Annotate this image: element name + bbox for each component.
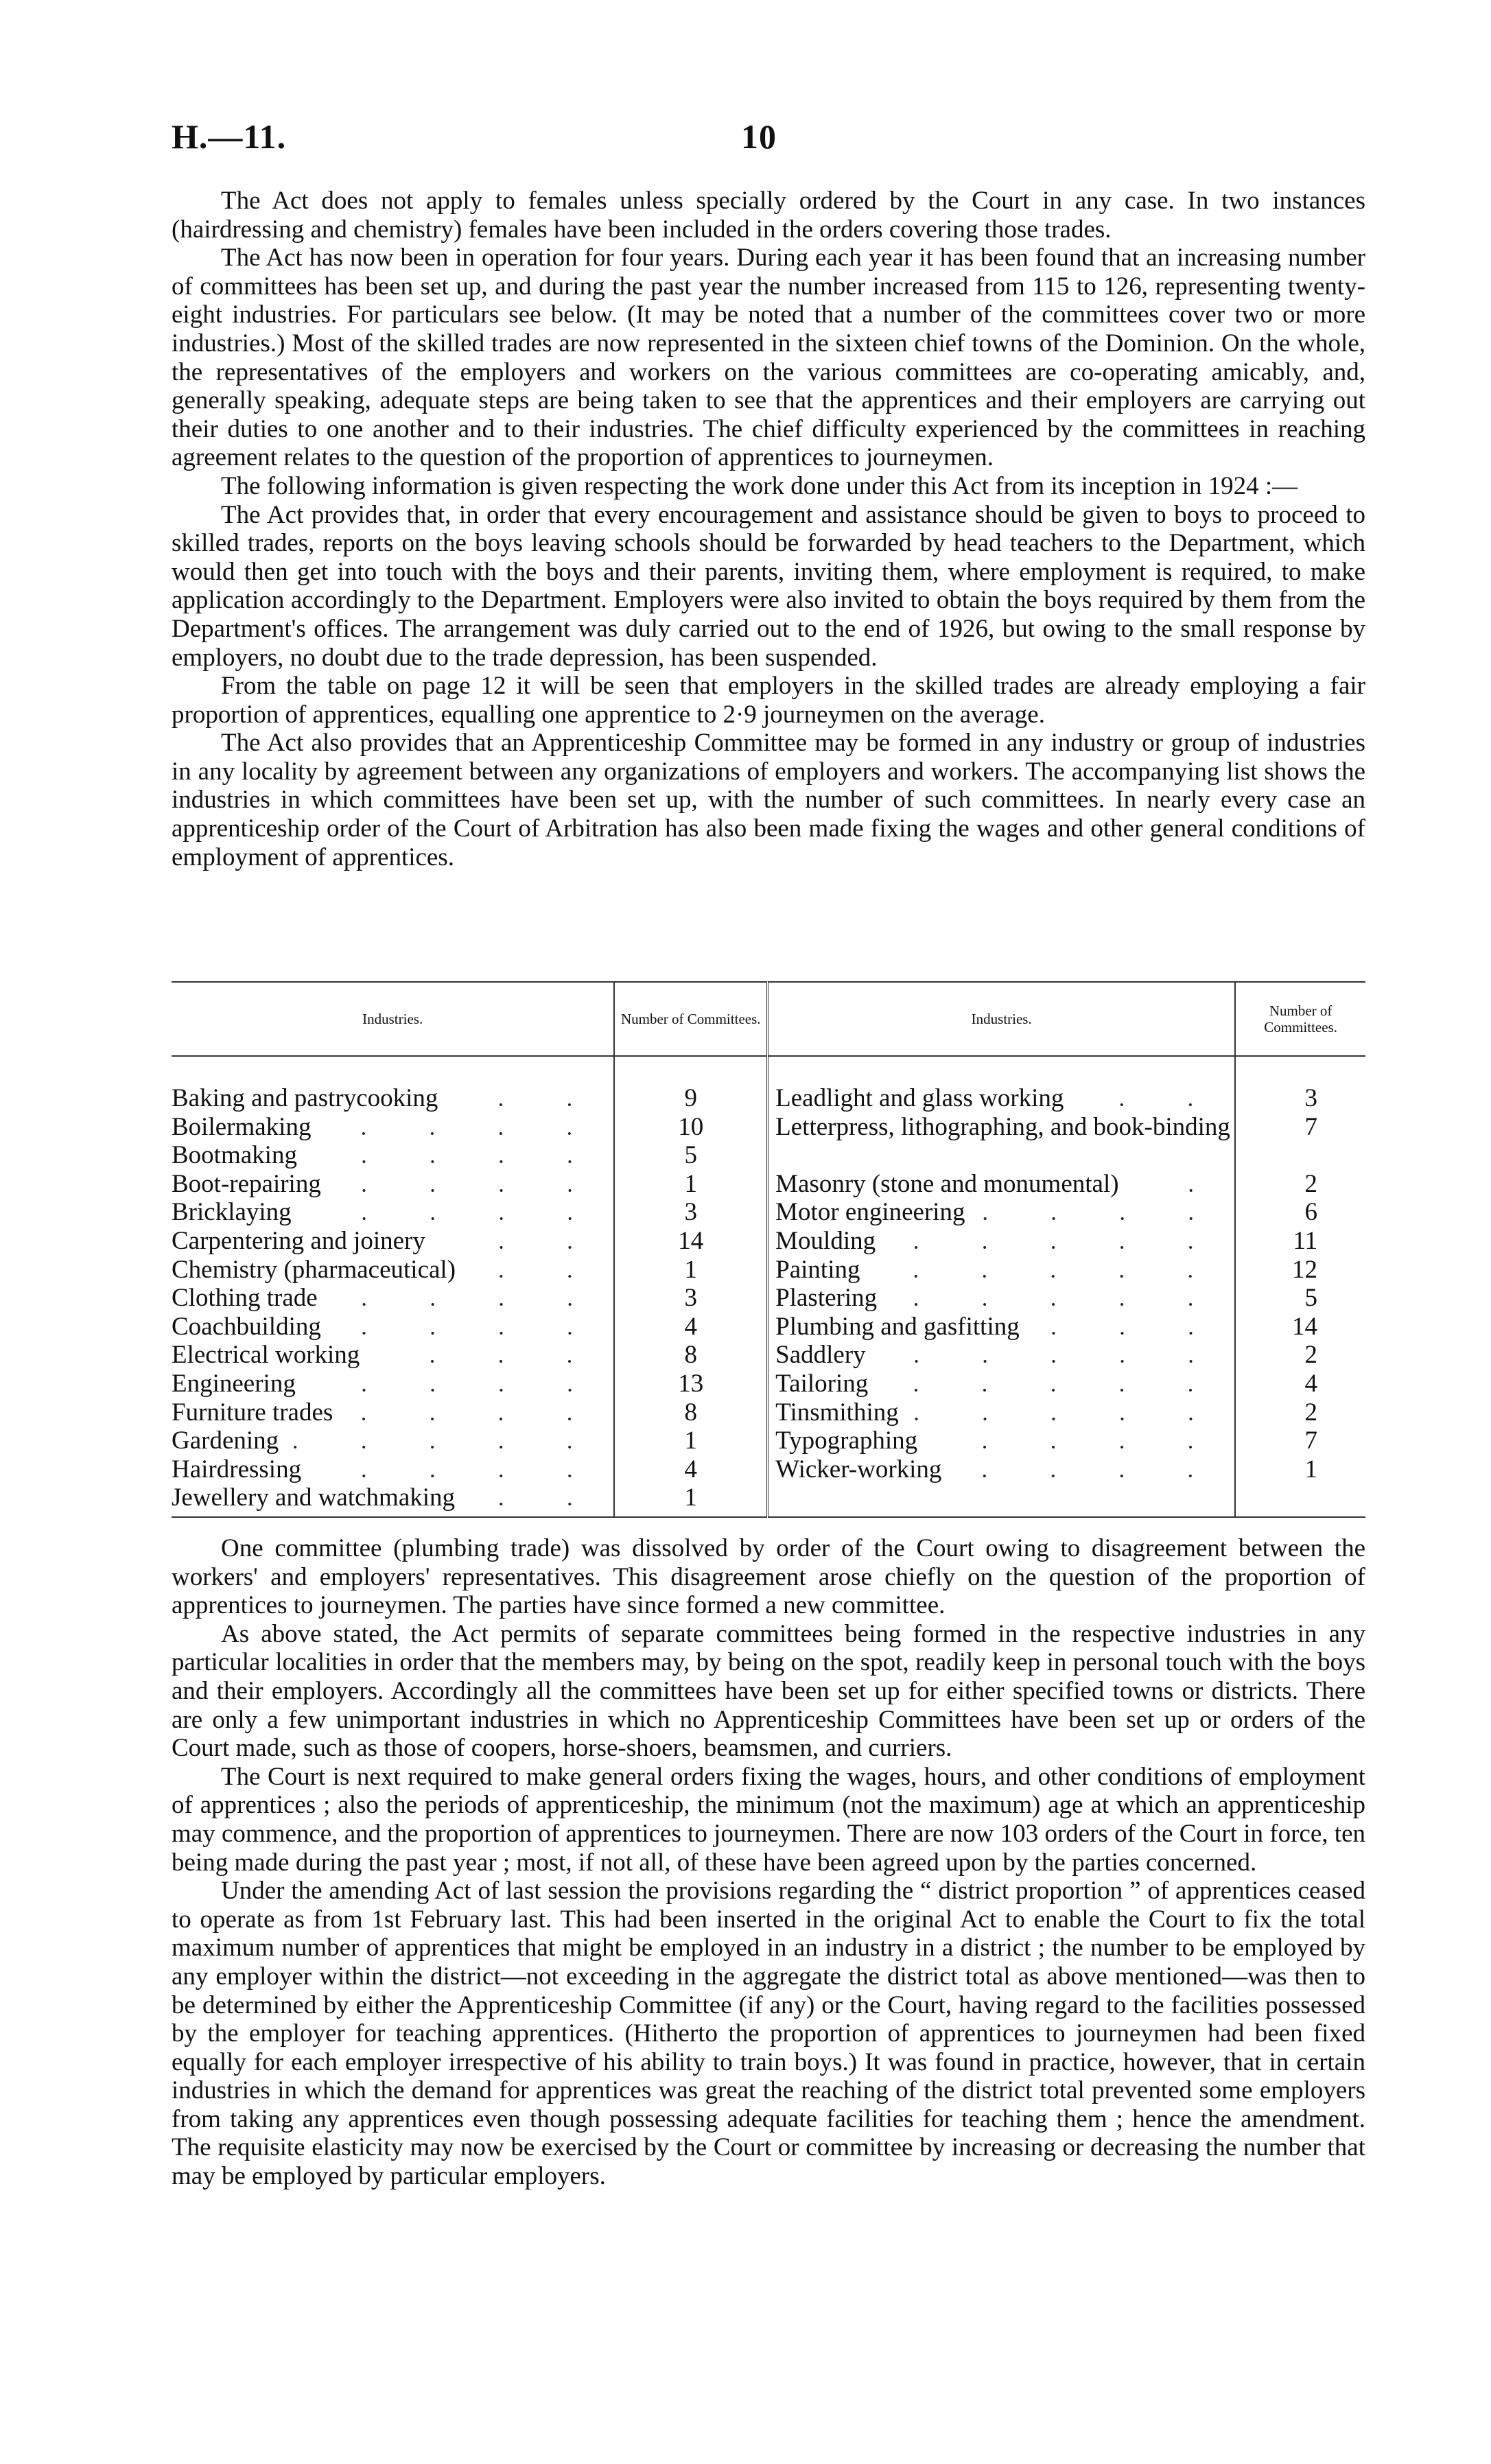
paragraph: The following information is given respecting the work done under this Act from its inception in 1924 :—	[221, 471, 1298, 500]
dot-leader	[330, 1284, 604, 1313]
dot-leader	[872, 1256, 1225, 1284]
dot-leader	[291, 1427, 604, 1455]
industry-name: Plumbing and gasfitting	[775, 1312, 1020, 1341]
dot-leader	[911, 1398, 1225, 1427]
industry-name: Painting	[775, 1255, 860, 1284]
industry-name: Boot-repairing	[172, 1169, 321, 1198]
dot-leader	[954, 1455, 1225, 1484]
industry-name: Typographing	[775, 1427, 918, 1455]
table-row	[172, 1455, 1365, 1484]
industry-name: Bootmaking	[172, 1141, 297, 1170]
committee-count: 4	[1235, 1370, 1365, 1398]
industry-name: Carpentering and joinery	[172, 1226, 425, 1255]
industry-name: Wicker-working	[775, 1455, 942, 1483]
dot-leader	[345, 1398, 604, 1427]
dot-leader	[372, 1341, 604, 1370]
dot-leader	[1032, 1313, 1225, 1341]
industry-name: Letterpress, lithographing, and book-binding	[775, 1112, 1230, 1141]
committee-count: 1	[614, 1170, 767, 1199]
committee-count: 1	[614, 1256, 767, 1284]
dot-leader	[468, 1256, 604, 1284]
paragraph: The Act has now been in operation for four years. During each year it has been found that an increasing number of committees has been set up, and during the past year the number increased from 115 to 126, representing twenty-eight industries. For particulars see below. (It may be noted that a number of the committees cover two or more industries.) Most of the skilled trades are now represented in the sixteen chief towns of the Dominion. On the whole, the representatives of the employers and workers on the various committees are co-operating amicably, and, generally speaking, adequate steps are being taken to see that the apprentices and their employers are carrying out their duties to one another and to their industries. The chief difficulty experienced by the committees in reaching agreement relates to the question of the proportion of apprentices to journeymen.	[172, 244, 1365, 472]
table-row	[172, 1198, 1365, 1227]
table-row	[172, 1370, 1365, 1398]
committee-count: 4	[614, 1455, 767, 1484]
committee-count: 4	[614, 1313, 767, 1341]
top-text	[172, 187, 1365, 871]
industry-name: Boilermaking	[172, 1112, 312, 1141]
dot-leader	[1131, 1170, 1225, 1199]
committee-count: 1	[614, 1483, 767, 1517]
committee-count: 9	[614, 1084, 767, 1113]
page-number: 10	[741, 117, 777, 156]
paragraph: Under the amending Act of last session the provisions regarding the “ district proportion ” of apprentices ceased to operate as from 1st February last. This had been inserted in the original Act to enable the Court to fix the total maximum number of apprentices that might be employed in an industry in a district ; the number to be employed by any employer within the district—not exceeding in the aggregate the district total as above mentioned—was then to be determined by either the Apprenticeship Committee (if any) or the Court, having regard to the facilities possessed by the employer for teaching apprentices. (Hitherto the proportion of apprentices to journeymen had been fixed equally for each employer irrespective of his ability to train boys.) It was found in practice, however, that in certain industries in which the demand for apprentices was great the reaching of the district total prevented some employers from taking any apprentices even though possessing adequate facilities for teaching them ; hence the amendment. The requisite elasticity may now be exercised by the Court or committee by increasing or decreasing the number that may be employed by particular employers.	[172, 1877, 1365, 2191]
committee-count: 3	[614, 1198, 767, 1227]
industry-name: Hairdressing	[172, 1455, 302, 1483]
dot-leader	[309, 1141, 604, 1170]
bottom-text	[172, 1534, 1365, 2191]
industry-name: Plastering	[775, 1284, 878, 1313]
committee-count: 5	[614, 1141, 767, 1170]
committees-table	[172, 981, 1365, 1518]
committee-count: 11	[1235, 1227, 1365, 1256]
dot-leader	[880, 1370, 1225, 1398]
dot-leader	[888, 1227, 1225, 1256]
industry-name: Gardening	[172, 1427, 279, 1455]
committee-count: 12	[1235, 1256, 1365, 1284]
table-row	[172, 1227, 1365, 1256]
table-row	[172, 1398, 1365, 1427]
industry-name: Furniture trades	[172, 1398, 333, 1427]
dot-leader	[878, 1341, 1225, 1370]
dot-leader	[889, 1284, 1225, 1313]
committee-count: 7	[1235, 1427, 1365, 1455]
table-header	[172, 982, 1365, 1056]
committee-count: 2	[1235, 1341, 1365, 1370]
paragraph: The Act provides that, in order that every encouragement and assistance should be given to boys to proceed to skilled trades, reports on the boys leaving schools should be forwarded by head teachers to the Department, which would then get into touch with the boys and their parents, inviting them, where employment is required, to make application accordingly to the Department. Employers were also invited to obtain the boys required by them from the Department's offices. The arrangement was duly carried out to the end of 1926, but owing to the small response by employers, no doubt due to the trade depression, has been suspended.	[172, 500, 1365, 672]
committee-count: 7	[1235, 1113, 1365, 1170]
dot-leader	[308, 1370, 604, 1398]
table-row	[172, 1084, 1365, 1113]
paragraph: One committee (plumbing trade) was dissolved by order of the Court owing to disagreement between the workers' and employers' representatives. This disagreement arose chiefly on the question of the proportion of apprentices to journeymen. The parties have since formed a new committee.	[172, 1534, 1365, 1620]
dot-leader	[467, 1483, 604, 1512]
committee-count: 1	[614, 1427, 767, 1455]
committee-count: 2	[1235, 1170, 1365, 1199]
table-row	[172, 1341, 1365, 1370]
committee-count: 13	[614, 1370, 767, 1398]
dot-leader	[323, 1113, 604, 1142]
dot-leader	[333, 1313, 604, 1341]
table-row	[172, 1427, 1365, 1455]
industry-name: Tinsmithing	[775, 1398, 899, 1427]
header-number-left: Number of Committees.	[614, 982, 767, 1056]
dot-leader	[333, 1170, 604, 1199]
paragraph: The Act also provides that an Apprenticeship Committee may be formed in any industry or group of industries in any locality by agreement between any organizations of employers and workers. The accompanying list shows the industries in which committees have been set up, with the number of such committees. In nearly every case an apprenticeship order of the Court of Arbitration has also been made fixing the wages and other general conditions of employment of apprentices.	[172, 729, 1365, 871]
industry-name: Jewellery and watchmaking	[172, 1483, 456, 1512]
industry-name: Chemistry (pharmaceutical)	[172, 1255, 456, 1284]
header-industries-right: Industries.	[768, 982, 1236, 1056]
paragraph: From the table on page 12 it will be seen that employers in the skilled trades are already employing a fair proportion of apprentices, equalling one apprentice to 2·9 journeymen on the average.	[172, 672, 1365, 729]
committee-count: 14	[614, 1227, 767, 1256]
dot-leader	[1076, 1084, 1225, 1113]
committee-count: 8	[614, 1341, 767, 1370]
header-industries-left: Industries.	[172, 982, 614, 1056]
paragraph: As above stated, the Act permits of separate committees being formed in the respective industries in any particular localities in order that the members may, by being on the spot, readily keep in personal touch with the boys and their employers. Accordingly all the committees have been set up for either specified towns or districts. There are only a few unimportant industries in which no Apprenticeship Committees have been set up or orders of the Court made, such as those of coopers, horse-shoers, beamsmen, and curriers.	[172, 1619, 1365, 1763]
dot-leader	[438, 1227, 604, 1256]
industry-name: Leadlight and glass working	[775, 1084, 1064, 1112]
table-row	[172, 1256, 1365, 1284]
committee-count: 1	[1235, 1455, 1365, 1484]
header-number-right: Number of Committees.	[1235, 982, 1365, 1056]
industry-name: Coachbuilding	[172, 1312, 321, 1341]
committee-count: 2	[1235, 1398, 1365, 1427]
industry-name: Masonry (stone and monumental)	[775, 1169, 1119, 1198]
dot-leader	[978, 1198, 1225, 1227]
paragraph: The Act does not apply to females unless specially ordered by the Court in any case. In two instances (hairdressing and chemistry) females have been included in the orders covering those trades.	[172, 187, 1365, 244]
table-row	[172, 1113, 1365, 1142]
committee-count: 8	[614, 1398, 767, 1427]
industry-name: Moulding	[775, 1226, 876, 1255]
industry-name: Engineering	[172, 1369, 296, 1398]
industry-name: Bricklaying	[172, 1198, 292, 1227]
industry-name: Motor engineering	[775, 1198, 965, 1227]
table-row	[172, 1284, 1365, 1313]
table-row	[172, 1483, 1365, 1517]
paragraph: The Court is next required to make general orders fixing the wages, hours, and other conditions of employment of apprentices ; also the periods of apprenticeship, the minimum (not the maximum) age at which an apprenticeship may commence, and the proportion of apprentices to journeymen. There are now 103 orders of the Court in force, ten being made during the past year ; most, if not all, of these have been agreed upon by the parties concerned.	[172, 1762, 1365, 1877]
industry-name: Saddlery	[775, 1341, 866, 1370]
dot-leader	[304, 1198, 604, 1227]
committee-count: 3	[1235, 1084, 1365, 1113]
industry-name: Tailoring	[775, 1369, 869, 1398]
committee-count: 10	[614, 1113, 767, 1142]
committee-count: 14	[1235, 1313, 1365, 1341]
dot-leader	[930, 1427, 1225, 1455]
industry-name: Electrical working	[172, 1341, 360, 1370]
table-row	[172, 1170, 1365, 1199]
committee-count: 5	[1235, 1284, 1365, 1313]
dot-leader	[450, 1084, 604, 1113]
committee-count: 6	[1235, 1198, 1365, 1227]
dot-leader	[314, 1455, 604, 1484]
industry-name: Clothing trade	[172, 1284, 318, 1313]
table-row	[172, 1313, 1365, 1341]
document-code: H.—11.	[172, 117, 287, 156]
committee-count: 3	[614, 1284, 767, 1313]
industry-name: Baking and pastrycooking	[172, 1084, 438, 1112]
